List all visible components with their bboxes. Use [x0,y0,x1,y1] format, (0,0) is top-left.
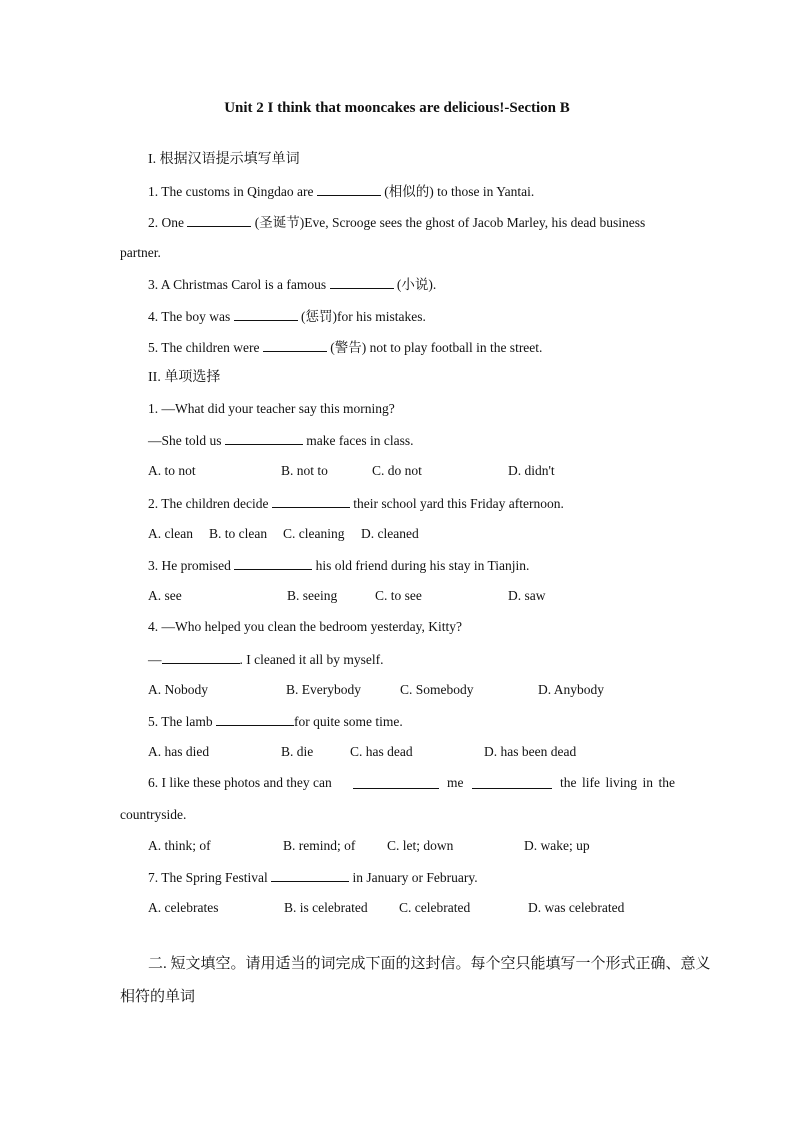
option-d[interactable]: D. has been dead [484,744,577,759]
question-text: 2. The children decide [148,496,272,511]
question-text: —She told us [148,433,225,448]
question-text: (圣诞节)Eve, Scrooge sees the ghost of Jacob Marley, his dead business [251,215,646,230]
question-text: (警告) not to play football in the street. [326,340,543,355]
option-c[interactable]: C. celebrated [399,900,471,915]
part2-heading: II. 单项选择 [148,370,221,385]
answer-blank[interactable] [187,213,251,227]
question-text: (小说). [393,277,437,292]
option-b[interactable]: B. not to [281,463,328,478]
part2-question-4: 4. —Who helped you clean the bedroom yesterday, Kitty? [148,619,463,634]
question-text: for quite some time. [294,714,403,729]
question-text: . I cleaned it all by myself. [239,652,384,667]
option-d[interactable]: D. wake; up [524,838,590,853]
option-a[interactable]: A. clean [148,526,193,541]
option-b[interactable]: B. Everybody [286,682,361,697]
option-b[interactable]: B. remind; of [283,838,356,853]
answer-blank[interactable] [225,431,303,445]
question-text: their school yard this Friday afternoon. [349,496,564,511]
part2-question-6-continued: countryside. [120,807,187,822]
answer-blank[interactable] [271,868,349,882]
part3-heading: 二. 短文填空。请用适当的词完成下面的这封信。每个空只能填写一个形式正确、意义 [148,956,711,972]
option-a[interactable]: A. think; of [148,838,211,853]
part1-question-1 [148,182,534,201]
part2-question-5 [148,712,403,731]
page-title: Unit 2 I think that mooncakes are delicious!-Section B [224,100,570,116]
answer-blank[interactable] [234,307,298,321]
answer-blank[interactable] [353,775,439,789]
answer-blank[interactable] [272,494,350,508]
option-a[interactable]: A. Nobody [148,682,208,697]
part2-question-4-line2 [148,650,383,669]
part2-question-3 [148,556,529,575]
answer-blank[interactable] [330,275,394,289]
part2-question-1: 1. —What did your teacher say this morning? [148,401,395,416]
question-text: 3. A Christmas Carol is a famous [148,277,330,292]
answer-blank[interactable] [216,712,294,726]
question-text: 6. I like these photos and they can [148,775,332,790]
question-text: 2. One [148,215,188,230]
option-d[interactable]: D. was celebrated [528,900,625,915]
option-c[interactable]: C. let; down [387,838,454,853]
answer-blank[interactable] [162,650,240,664]
option-b[interactable]: B. seeing [287,588,338,603]
option-d[interactable]: D. cleaned [361,526,419,541]
part1-question-2 [148,213,645,232]
option-a[interactable]: A. to not [148,463,196,478]
question-text: (惩罚)for his mistakes. [297,309,426,324]
part2-question-2 [148,494,564,513]
option-d[interactable]: D. didn't [508,463,555,478]
question-text: 5. The lamb [148,714,216,729]
option-d[interactable]: D. saw [508,588,546,603]
option-c[interactable]: C. has dead [350,744,413,759]
part3-heading-continued: 相符的单词 [120,989,196,1005]
option-a[interactable]: A. celebrates [148,900,219,915]
part2-question-1-line2 [148,431,413,450]
question-text: his old friend during his stay in Tianjin. [312,558,530,573]
question-text: me [447,775,464,790]
question-text: 5. The children were [148,340,263,355]
question-text: in January or February. [349,870,478,885]
part1-question-5 [148,338,542,357]
part1-question-2-continued: partner. [120,245,161,260]
question-text: 3. He promised [148,558,235,573]
option-a[interactable]: A. see [148,588,182,603]
question-text: make faces in class. [302,433,414,448]
part1-question-3 [148,275,436,294]
option-b[interactable]: B. to clean [209,526,268,541]
option-b[interactable]: B. is celebrated [284,900,368,915]
question-text-end: the life living in the [560,775,675,790]
part1-heading: I. 根据汉语提示填写单词 [148,152,300,167]
part2-question-7 [148,868,478,887]
question-text [560,774,675,792]
answer-blank[interactable] [472,775,552,789]
option-c[interactable]: C. do not [372,463,422,478]
option-c[interactable]: C. cleaning [283,526,345,541]
option-d[interactable]: D. Anybody [538,682,605,697]
part2-question-6 [148,774,332,792]
question-text: 4. The boy was [148,309,234,324]
option-c[interactable]: C. to see [375,588,422,603]
option-b[interactable]: B. die [281,744,314,759]
option-a[interactable]: A. has died [148,744,210,759]
option-c[interactable]: C. Somebody [400,682,474,697]
answer-blank[interactable] [234,556,312,570]
question-text: — [148,652,162,667]
question-text: 1. The customs in Qingdao are [148,184,317,199]
question-text: (相似的) to those in Yantai. [380,184,535,199]
part1-question-4 [148,307,426,326]
answer-blank[interactable] [263,338,327,352]
answer-blank[interactable] [317,182,381,196]
question-text: 7. The Spring Festival [148,870,272,885]
